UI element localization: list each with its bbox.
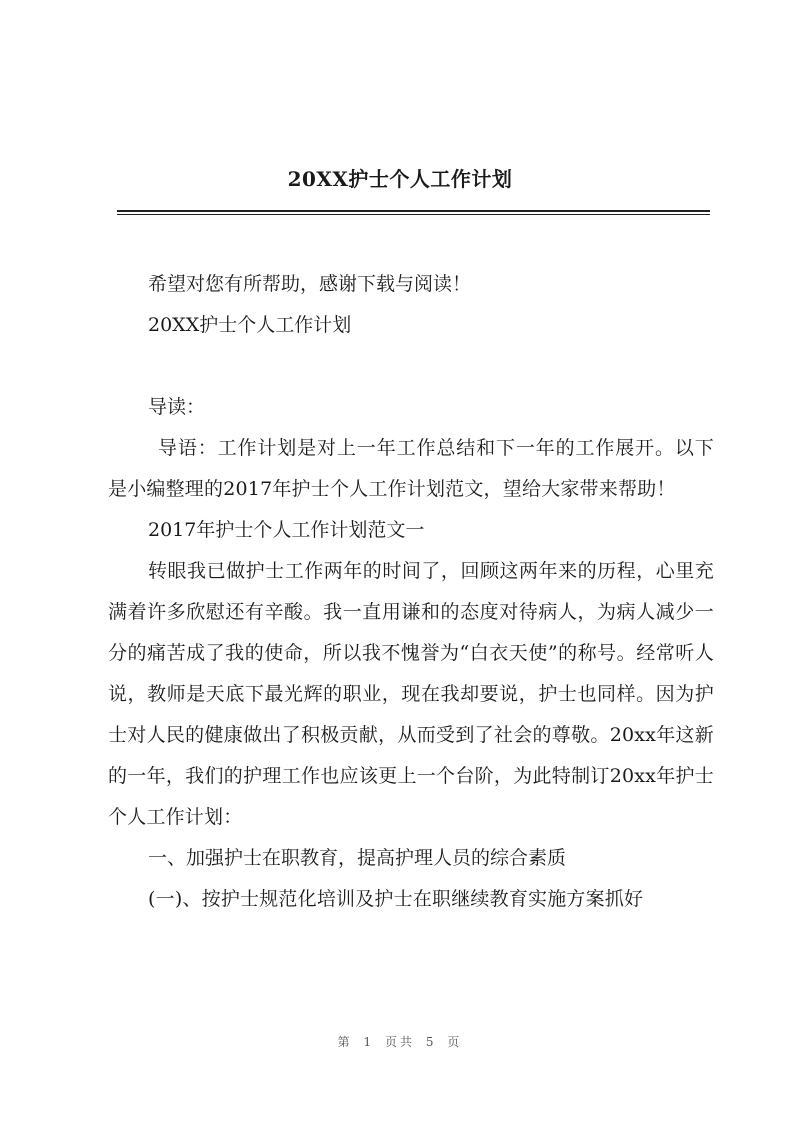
footer-suffix: 页 [447,1035,463,1049]
list-item: (一)、按护士规范化培训及护士在职继续教育实施方案抓好 [148,888,644,910]
document-title: 20XX护士个人工作计划 [287,167,513,191]
greeting-paragraph: 希望对您有所帮助，感谢下载与阅读！ [148,273,472,295]
footer-page-number: 1 [363,1035,375,1049]
subtitle-paragraph: 20XX护士个人工作计划 [148,314,352,336]
footer-total-pages: 5 [425,1035,437,1049]
footer-middle: 页共 [384,1035,415,1049]
section-heading: 一、加强护士在职教育，提高护理人员的综合素质 [148,847,567,869]
body-paragraph: 转眼我已做护士工作两年的时间了，回顾这两年来的历程，心里充满着许多欣慰还有辛酸。我一直用谦和的态度对待病人，为病人减少一分的痛苦成了我的使命，所以我不愧誉为“白衣天使”的称号。经常听人说，教师是天底下最光辉的职业，现在我却要说，护士也同样。因为护士对人民的健康做出了积极贡献，从而受到了社会的尊敬。20xx年这新的一年，我们的护理工作也应该更上一个台阶，为此特制订20xx年护士个人工作计划： [108,560,714,828]
guide-label: 导读： [148,396,206,418]
guide-paragraph: 导语：工作计划是对上一年工作总结和下一年的工作展开。以下是小编整理的2017年护士个人工作计划范文，望给大家带来帮助！ [108,437,714,500]
sample-heading: 2017年护士个人工作计划范文一 [148,519,425,541]
page-footer [0,1033,800,1050]
document-body [108,264,714,920]
blank-line [108,346,714,387]
title-underline-thin [117,214,710,215]
footer-prefix: 第 [337,1035,353,1049]
title-underline-thick [117,210,710,212]
